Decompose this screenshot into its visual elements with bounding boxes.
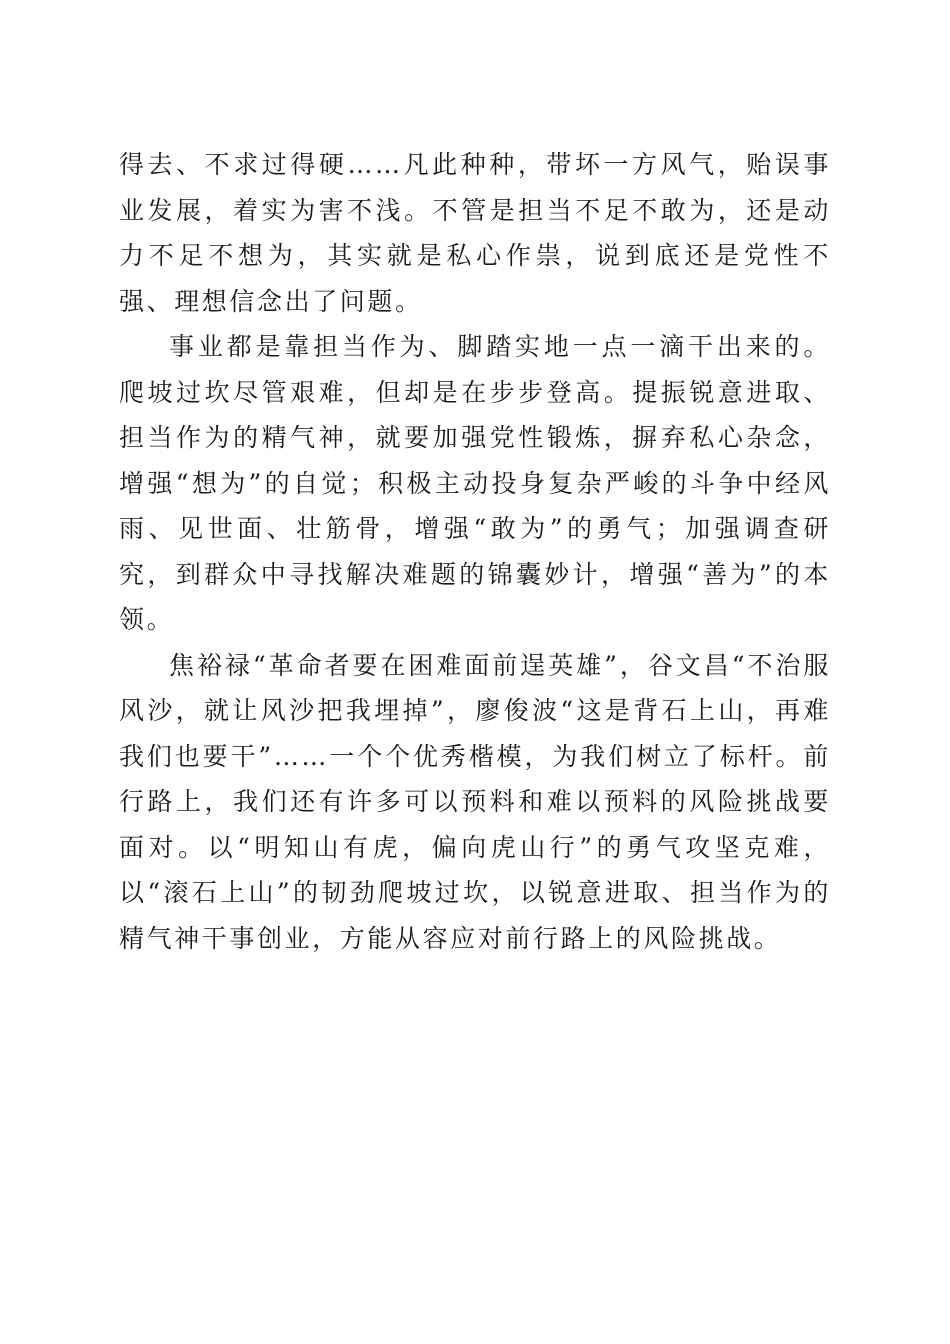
- body-text: [119, 142, 831, 961]
- paragraph: 焦裕禄“革命者要在困难面前逞英雄”，谷文昌“不治服风沙，就让风沙把我埋掉”，廖俊波“这是背石上山，再难我们也要干”……一个个优秀楷模，为我们树立了标杆。前行路上，我们还有许多可以预料和难以预料的风险挑战要面对。以“明知山有虎，偏向虎山行”的勇气攻坚克难，以“滚石上山”的韧劲爬坡过坎，以锐意进取、担当作为的精气神干事创业，方能从容应对前行路上的风险挑战。: [119, 650, 831, 953]
- paragraph: 事业都是靠担当作为、脚踏实地一点一滴干出来的。爬坡过坎尽管艰难，但却是在步步登高。提振锐意进取、担当作为的精气神，就要加强党性锻炼，摒弃私心杂念，增强“想为”的自觉；积极主动投身复杂严峻的斗争中经风雨、见世面、壮筋骨，增强“敢为”的勇气；加强调查研究，到群众中寻找解决难题的锦囊妙计，增强“善为”的本领。: [119, 332, 831, 634]
- paragraph-continuation: 得去、不求过得硬……凡此种种，带坏一方风气，贻误事业发展，着实为害不浅。不管是担当不足不敢为，还是动力不足不想为，其实就是私心作祟，说到底还是党性不强、理想信念出了问题。: [119, 150, 831, 316]
